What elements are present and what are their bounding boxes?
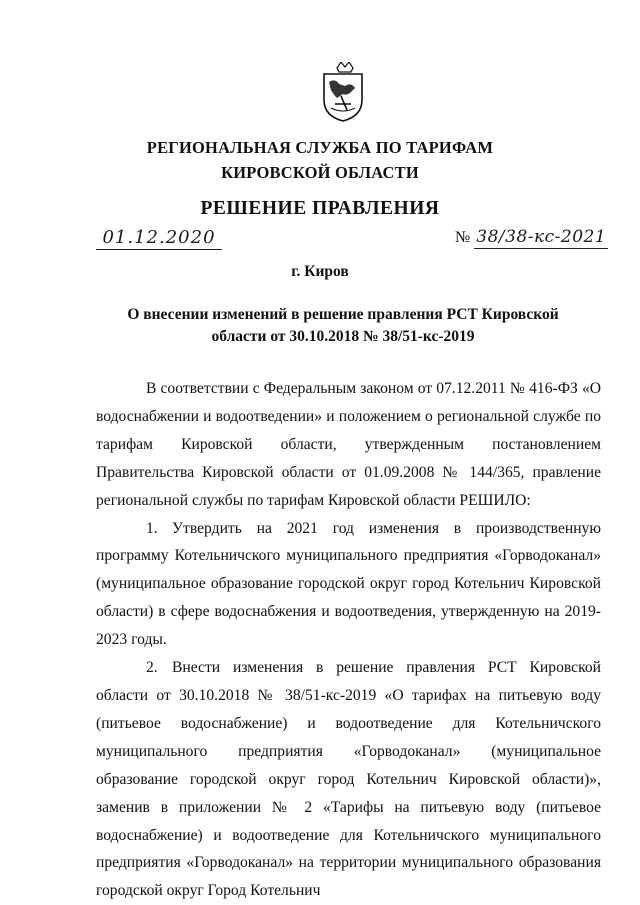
city: г. Киров bbox=[291, 263, 349, 280]
document-number bbox=[455, 227, 608, 249]
item-2-number: 2. bbox=[146, 659, 158, 677]
organization-line-1: РЕГИОНАЛЬНАЯ СЛУЖБА ПО ТАРИФАМ bbox=[146, 138, 494, 157]
subject-line-1: О внесении изменений в решение правления РСТ Кировской bbox=[127, 306, 559, 323]
document-body bbox=[96, 375, 601, 905]
item-2-text: Внести изменения в решение правления РСТ Кировской области от 30.10.2018 № 38/51-кс-2019 «О тарифах на питьевую воду (питьевое водоснабжение) и водоотведение для Котельничского муниципального предприятия «Горводоканал» (муниципальное образование городской округ город Котельнич Кировской области)», заменив в приложении № 2 «Тарифы на питьевую воду (питьевое водоснабжение) и водоотведение для Котельничского муниципального предприятия «Горводоканал» на территории муниципального образования городской округ Город Котельнич bbox=[96, 659, 601, 900]
number-value: 38/38-кс-2021 bbox=[476, 227, 607, 247]
item-2-paragraph bbox=[96, 654, 601, 905]
organization-name bbox=[0, 135, 640, 185]
item-1-paragraph bbox=[96, 515, 601, 655]
document-date: 01.12.2020 bbox=[96, 227, 222, 250]
item-1-number: 1. bbox=[146, 519, 158, 537]
organization-line-2: КИРОВСКОЙ ОБЛАСТИ bbox=[221, 163, 419, 182]
subject-line-2: области от 30.10.2018 № 38/51-кс-2019 bbox=[211, 328, 475, 345]
number-sign: № bbox=[455, 229, 471, 246]
coat-of-arms-icon bbox=[321, 62, 365, 122]
preamble-paragraph: В соответствии с Федеральным законом от 07.12.2011 № 416-ФЗ «О водоснабжении и водоотведении» и положением о региональной службе по тарифам Кировской области, утвержденным постановлением Правительства Кировской области от 01.09.2008 № 144/365, правление региональной службы по тарифам Кировской области РЕШИЛО: bbox=[96, 380, 601, 509]
document-title: РЕШЕНИЕ ПРАВЛЕНИЯ bbox=[200, 198, 440, 219]
item-1-text: Утвердить на 2021 год изменения в производственную программу Котельничского муниципального предприятия «Горводоканал» (муниципальное образование городской округ город Котельнич Кировской области) в сфере водоснабжения и водоотведения, утвержденную на 2019-2023 годы. bbox=[96, 519, 601, 649]
document-subject bbox=[100, 304, 586, 348]
